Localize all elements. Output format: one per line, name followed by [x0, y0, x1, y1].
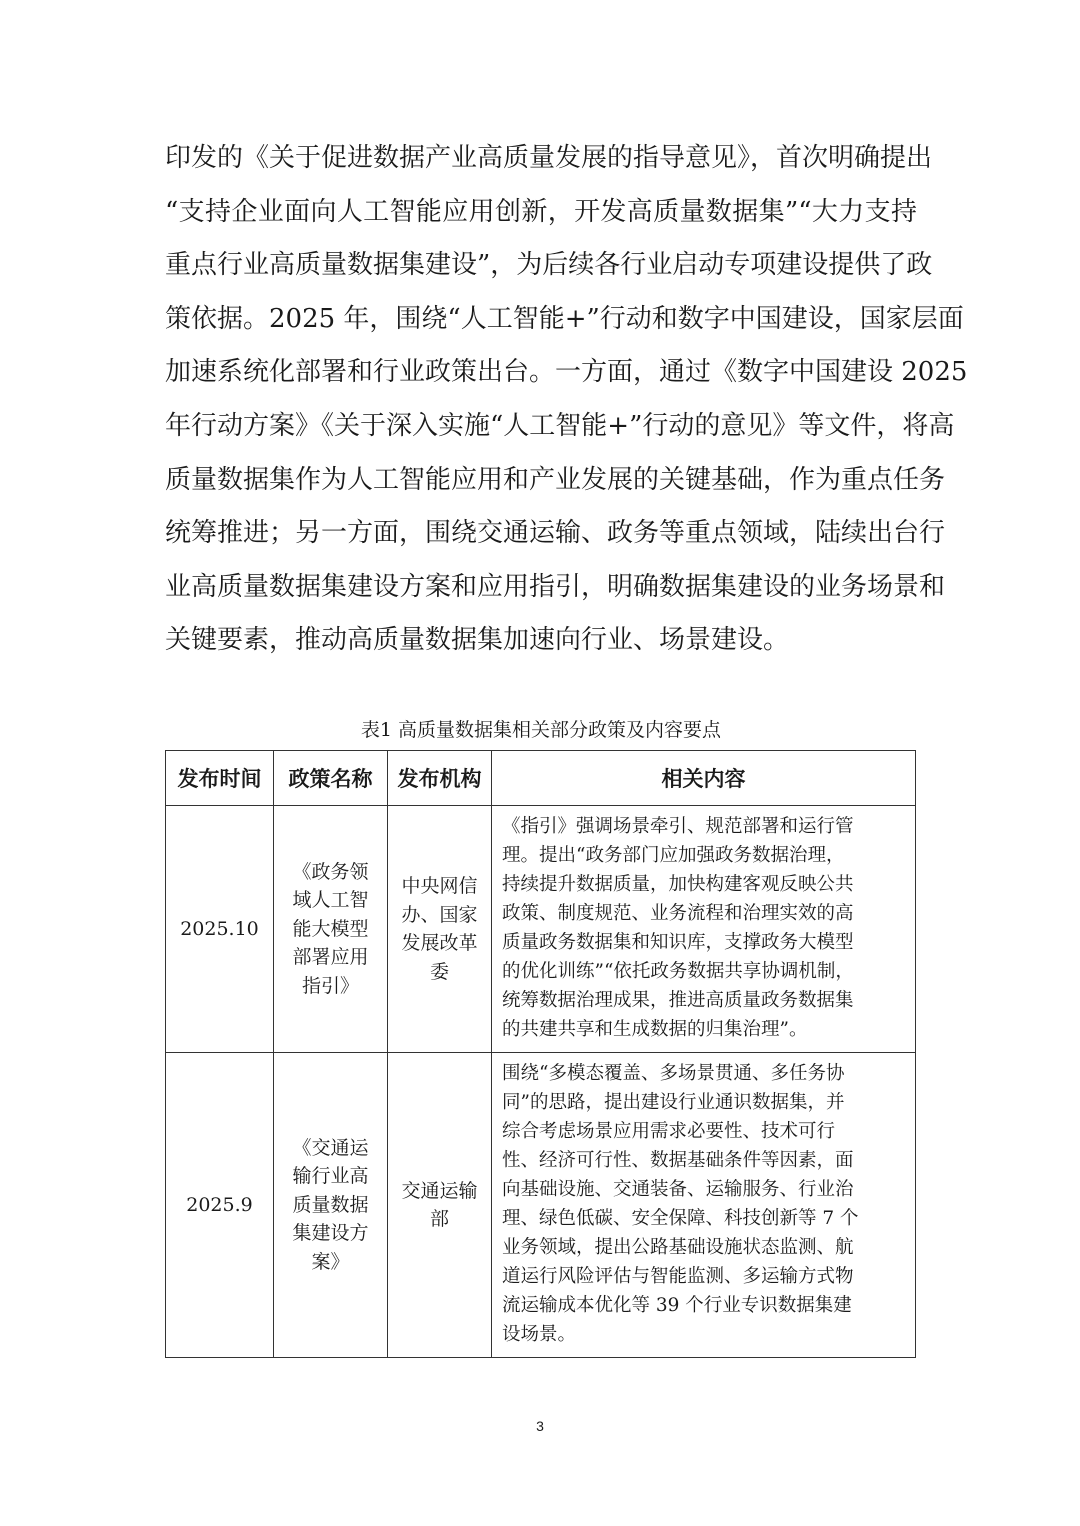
- header-content: 相关内容: [492, 751, 916, 806]
- cell-content: [492, 1053, 916, 1358]
- cell-policy-name: [274, 1053, 388, 1358]
- cell-content: [492, 806, 916, 1053]
- cell-line: 输行业高: [292, 1165, 369, 1188]
- cell-line: 《指引》强调场景牵引、规范部署和运行管: [502, 816, 854, 837]
- body-paragraph: [165, 132, 968, 668]
- cell-line: 同”的思路，提出建设行业通识数据集，并: [502, 1092, 845, 1113]
- cell-line: 流运输成本优化等 39 个行业专识数据集建: [502, 1295, 852, 1316]
- cell-line: 能大模型: [292, 917, 369, 940]
- cell-line: 的共建共享和生成数据的归集治理”。: [502, 1019, 808, 1040]
- cell-line: 集建设方: [292, 1222, 369, 1245]
- cell-issuer: [388, 1053, 492, 1358]
- body-line: “支持企业面向人工智能应用创新，开发高质量数据集”“大力支持: [165, 196, 917, 227]
- cell-line: 性、经济可行性、数据基础条件等因素，面: [502, 1150, 854, 1171]
- body-line: 统筹推进；另一方面，围绕交通运输、政务等重点领域，陆续出台行: [165, 518, 946, 549]
- cell-line: 围绕“多模态覆盖、多场景贯通、多任务协: [502, 1063, 845, 1084]
- page-number: 3: [536, 1418, 544, 1434]
- cell-line: 持续提升数据质量，加快构建客观反映公共: [502, 874, 854, 895]
- cell-line: 质量数据: [292, 1193, 369, 1216]
- cell-line: 的优化训练”“依托政务数据共享协调机制，: [502, 961, 854, 982]
- cell-line: 办、国家: [401, 903, 478, 926]
- cell-line: 质量政务数据集和知识库，支撑政务大模型: [502, 932, 854, 953]
- cell-line: 部: [429, 1208, 449, 1230]
- header-policy-name: 政策名称: [274, 751, 388, 806]
- header-issuer: 发布机构: [388, 751, 492, 806]
- cell-line: 《交通运: [292, 1136, 369, 1159]
- cell-line: 向基础设施、交通装备、运输服务、行业治: [502, 1179, 854, 1200]
- cell-line: 《政务领: [292, 860, 369, 883]
- cell-line: 业务领域，提出公路基础设施状态监测、航: [502, 1237, 854, 1258]
- cell-date: 2025.9: [166, 1053, 274, 1358]
- cell-line: 案》: [311, 1250, 350, 1273]
- cell-line: 指引》: [301, 974, 359, 997]
- cell-line: 委: [429, 960, 449, 983]
- policy-table: [165, 750, 916, 1358]
- body-line: 印发的《关于促进数据产业高质量发展的指导意见》，首次明确提出: [165, 143, 933, 173]
- table-row: [166, 1053, 916, 1358]
- cell-line: 理、绿色低碳、安全保障、科技创新等 7 个: [502, 1208, 859, 1229]
- cell-line: 统筹数据治理成果，推进高质量政务数据集: [502, 990, 854, 1011]
- cell-date: 2025.10: [166, 806, 274, 1053]
- cell-policy-name: [274, 806, 388, 1053]
- cell-line: 交通运输: [401, 1179, 478, 1202]
- body-line: 关键要素，推动高质量数据集加速向行业、场景建设。: [165, 625, 790, 656]
- body-line: 加速系统化部署和行业政策出台。一方面，通过《数字中国建设 2025: [165, 357, 968, 388]
- table-header-row: [166, 751, 916, 806]
- cell-line: 设场景。: [502, 1324, 577, 1345]
- header-date: 发布时间: [166, 751, 274, 806]
- cell-line: 道运行风险评估与智能监测、多运输方式物: [502, 1266, 854, 1287]
- cell-line: 政策、制度规范、业务流程和治理实效的高: [502, 903, 854, 924]
- cell-line: 理。提出“政务部门应加强政务数据治理，: [502, 845, 845, 866]
- cell-line: 发展改革: [401, 932, 478, 954]
- body-line: 策依据。2025 年，围绕“人工智能+”行动和数字中国建设，国家层面: [165, 303, 964, 334]
- cell-issuer: [388, 806, 492, 1053]
- cell-line: 中央网信: [401, 875, 478, 897]
- table-caption: 表1 高质量数据集相关部分政策及内容要点: [360, 719, 722, 741]
- body-line: 年行动方案》《关于深入实施“人工智能+”行动的意见》等文件，将高: [165, 410, 955, 441]
- body-line: 质量数据集作为人工智能应用和产业发展的关键基础，作为重点任务: [165, 464, 946, 495]
- body-line: 业高质量数据集建设方案和应用指引，明确数据集建设的业务场景和: [165, 571, 946, 602]
- table-row: [166, 806, 916, 1053]
- cell-line: 部署应用: [292, 946, 369, 969]
- cell-line: 综合考虑场景应用需求必要性、技术可行: [502, 1121, 836, 1142]
- cell-line: 域人工智: [292, 889, 369, 912]
- body-line: 重点行业高质量数据集建设”，为后续各行业启动专项建设提供了政: [165, 250, 933, 281]
